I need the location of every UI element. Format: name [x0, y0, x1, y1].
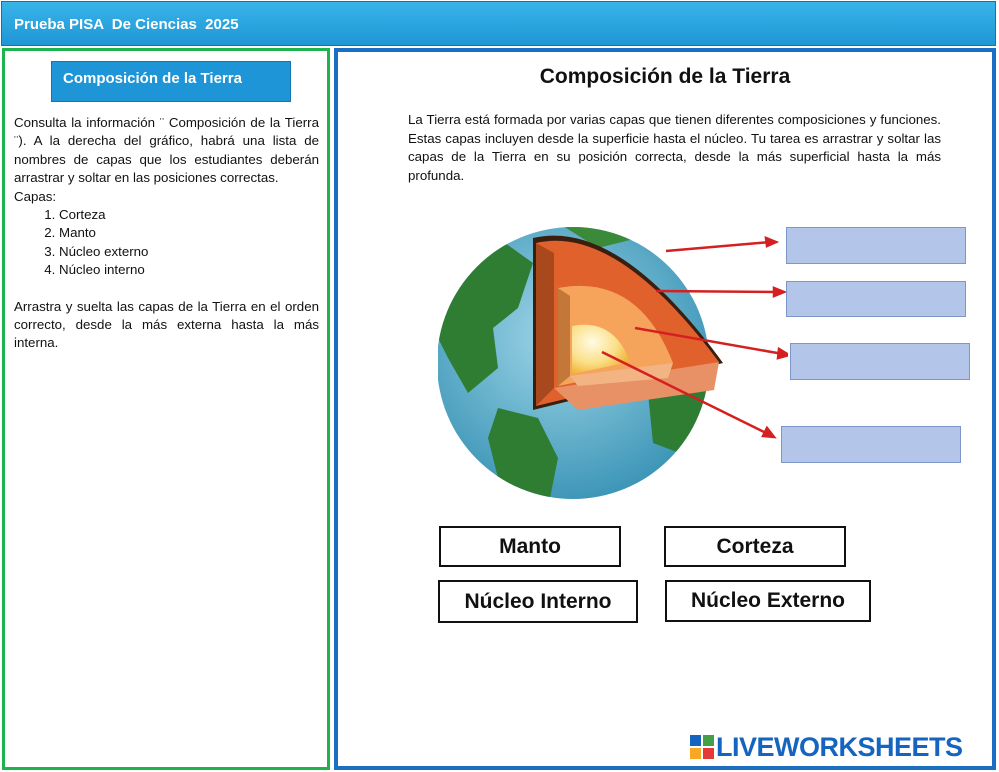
instructions-panel: [2, 48, 330, 770]
activity-description: La Tierra está formada por varias capas que tienen diferentes composiciones y funciones. Estas capas incluyen desde la superficie hasta el núcleo. Tu tarea es arrastrar y soltar las capas de la Tierra en su posición correcta, desde la más superficial hasta la más profunda.: [408, 112, 941, 183]
drop-zone-4[interactable]: [781, 426, 961, 463]
layer-list-item: 1. Corteza: [59, 206, 319, 224]
drop-zone-2[interactable]: [786, 281, 966, 317]
layer-list-item: 4. Núcleo interno: [59, 261, 319, 279]
earth-layers-diagram: [438, 218, 788, 518]
drop-zone-3[interactable]: [790, 343, 970, 380]
activity-title: Composición de la Tierra: [539, 65, 791, 88]
drag-option-manto[interactable]: Manto: [439, 526, 621, 567]
instructions-intro: Consulta la información ¨ Composición de la Tierra ¨). A la derecha del gráfico, habrá una lista de nombres de capas que los estudiantes deberán arrastrar y soltar en las posiciones correctas.: [14, 115, 319, 186]
instructions-text: [14, 114, 319, 353]
drag-option-nucleo-externo[interactable]: Núcleo Externo: [665, 580, 871, 622]
instructions-badge: Composición de la Tierra: [51, 61, 291, 102]
instructions-final: Arrastra y suelta las capas de la Tierra en el orden correcto, desde la más externa hasta la más interna.: [14, 298, 319, 351]
brand-text: LIVEWORKSHEETS: [716, 732, 963, 762]
layer-list-item: 2. Manto: [59, 224, 319, 242]
layer-list-item: 3. Núcleo externo: [59, 243, 319, 261]
layers-list: [14, 206, 319, 280]
layers-label: Capas:: [14, 188, 57, 204]
drag-option-corteza[interactable]: Corteza: [664, 526, 846, 567]
liveworksheets-icon: [690, 735, 714, 759]
drop-zone-1[interactable]: [786, 227, 966, 264]
app-title: Prueba PISA De Ciencias 2025: [14, 16, 239, 33]
app-header: [1, 1, 996, 46]
drag-option-nucleo-interno[interactable]: Núcleo Interno: [438, 580, 638, 623]
